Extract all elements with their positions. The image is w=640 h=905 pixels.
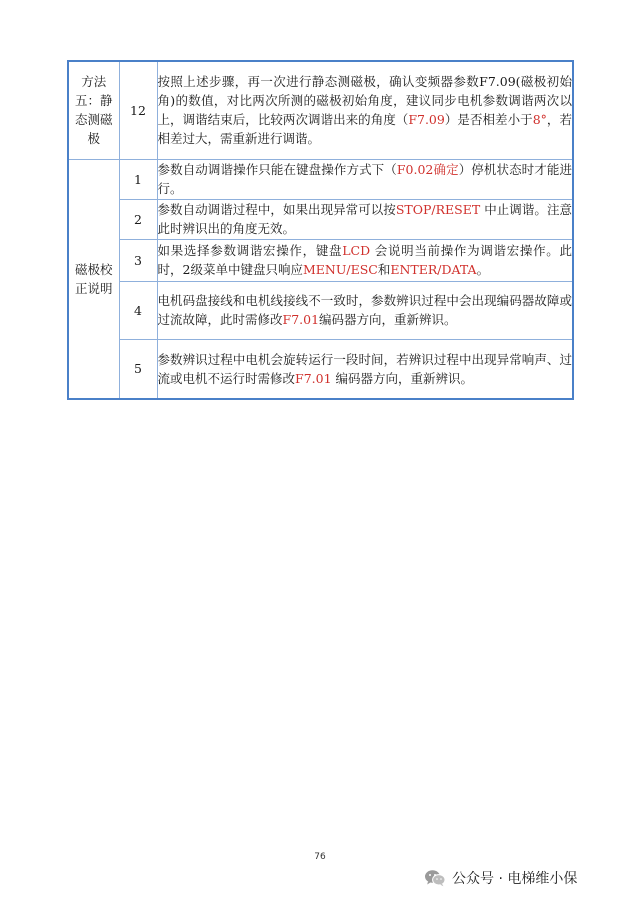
note-number-cell	[119, 199, 157, 239]
highlighted-term: F0.02确定	[396, 162, 459, 177]
table-row	[68, 281, 573, 339]
table-row	[68, 339, 573, 399]
text-segment: ）是否相差小于	[444, 112, 533, 128]
text-segment: 参数辨识过程中电机会旋转运行一段时间，若辨识过程中出现异常响声、过流或电机不运行时需修改	[157, 351, 572, 386]
calibration-notes-category-cell	[68, 159, 119, 399]
text-segment: 编码器方向，重新辨识。	[331, 370, 474, 386]
text-segment: 如果选择参数调谐宏操作，键盘	[157, 243, 343, 258]
highlighted-term: LCD	[342, 243, 371, 258]
note-number-cell	[119, 339, 157, 399]
note-number: 5	[134, 361, 142, 377]
step-description	[157, 61, 573, 159]
note-text	[157, 239, 573, 281]
text-segment: 会说明当前操作为调谐宏操作。此时，2级菜单中键盘只响应	[157, 243, 572, 277]
watermark-text: 公众号 · 电梯维小保	[452, 871, 578, 887]
method-category-cell	[68, 61, 119, 159]
table-row	[68, 61, 573, 159]
text-segment: 参数自动调谐过程中，如果出现异常可以按	[157, 202, 396, 217]
note-number: 3	[134, 252, 142, 268]
highlighted-term: F7.09	[408, 112, 445, 128]
text-segment: 电机码盘接线和电机线接线不一致时，参数辨识过程中会出现编码器故障或过流故障，此时需修改	[157, 293, 572, 327]
highlighted-term: MENU/ESC	[302, 262, 378, 277]
step-number: 12	[130, 102, 146, 118]
parameter-table	[67, 60, 574, 400]
highlighted-term: 8°	[532, 112, 547, 128]
note-number-cell	[119, 159, 157, 199]
note-text	[157, 339, 573, 399]
highlighted-term: F7.01	[295, 370, 332, 386]
highlighted-term: ENTER/DATA	[390, 262, 477, 277]
note-number: 1	[134, 171, 142, 187]
note-text	[157, 199, 573, 239]
note-number-cell	[119, 239, 157, 281]
note-text	[157, 159, 573, 199]
text-segment: 按照上述步骤，再一次进行静态测磁极，确认变频器参数F7.09(磁极初始角)的数值，对比两次所测的磁极初始角度，建议同步电机参数调谐两次以上，调谐结束后，比较两次调谐出来的角度（	[157, 74, 572, 128]
note-number: 4	[134, 302, 142, 318]
table-row	[68, 159, 573, 199]
watermark	[424, 866, 577, 890]
highlighted-term: F7.01	[282, 312, 320, 327]
text-segment: 编码器方向，重新辨识。	[319, 312, 457, 327]
text-segment: ）停机状态时才能进行。	[157, 162, 572, 196]
text-segment: ，若相差过大，需重新进行调谐。	[157, 112, 572, 147]
method-category-label: 方法五：静态测磁极	[74, 74, 113, 147]
page-number: 76	[314, 852, 326, 862]
note-text	[157, 281, 573, 339]
table-row	[68, 239, 573, 281]
calibration-notes-label: 磁极校正说明	[74, 261, 113, 296]
text-segment: 中止调谐。注意此时辨识出的角度无效。	[157, 202, 572, 236]
note-number-cell	[119, 281, 157, 339]
highlighted-term: STOP/RESET	[395, 202, 481, 217]
wechat-icon	[424, 869, 446, 887]
text-segment: 。	[476, 262, 490, 277]
table-row	[68, 199, 573, 239]
text-segment: 和	[377, 262, 391, 277]
text-segment: 参数自动调谐操作只能在键盘操作方式下（	[157, 162, 397, 177]
step-number-cell	[119, 61, 157, 159]
note-number: 2	[134, 211, 142, 227]
